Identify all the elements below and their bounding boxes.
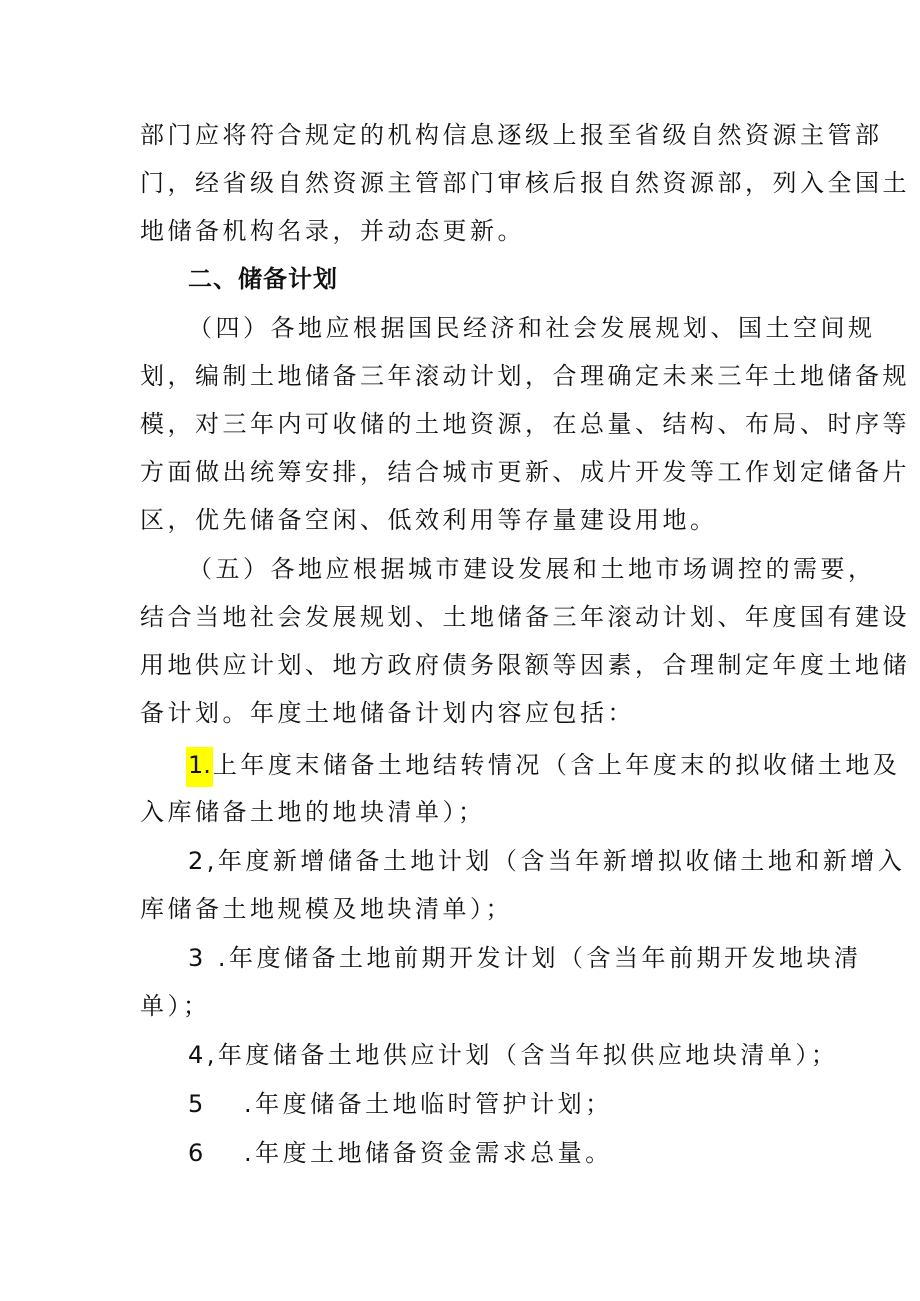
- para-five-line-1: （五）各地应根据城市建设发展和土地市场调控的需要，: [188, 555, 876, 583]
- list-item-6-number: 6: [188, 1139, 207, 1167]
- para-four-line-5: 区，优先储备空闲、低效利用等存量建设用地。: [140, 506, 718, 534]
- list-item-6: .年度土地储备资金需求总量。: [244, 1139, 613, 1167]
- para-four-line-3: 模，对三年内可收储的土地资源，在总量、结构、布局、时序等: [140, 410, 910, 438]
- list-item-1: [188, 747, 900, 787]
- para-four-line-4: 方面做出统筹安排，结合城市更新、成片开发等工作划定储备片: [140, 458, 910, 486]
- intro-line-1: 部门应将符合规定的机构信息逐级上报至省级自然资源主管部: [140, 121, 883, 149]
- para-five-line-3: 用地供应计划、地方政府债务限额等因素，合理制定年度土地储: [140, 651, 910, 679]
- intro-line-2: 门，经省级自然资源主管部门审核后报自然资源部，列入全国土: [140, 169, 910, 197]
- list-item-5: .年度储备土地临时管护计划；: [244, 1090, 613, 1118]
- para-four-line-2: 划，编制土地储备三年滚动计划，合理确定未来三年土地储备规: [140, 362, 910, 390]
- intro-line-3: 地储备机构名录，并动态更新。: [140, 217, 525, 245]
- list-item-2: 2,年度新增储备土地计划（含当年新增拟收储土地和新增入: [188, 847, 906, 875]
- highlighted-number: 1.: [186, 747, 213, 787]
- para-five-line-2: 结合当地社会发展规划、土地储备三年滚动计划、年度国有建设: [140, 603, 910, 631]
- list-item-3: 3 .年度储备土地前期开发计划（含当年前期开发地块清: [188, 944, 862, 972]
- para-four-line-1: （四）各地应根据国民经济和社会发展规划、国土空间规: [188, 314, 876, 342]
- para-five-line-4: 备计划。年度土地储备计划内容应包括：: [140, 699, 635, 727]
- list-item-4: 4,年度储备土地供应计划（含当年拟供应地块清单）；: [188, 1041, 839, 1069]
- list-item-3-line-2: 单）；: [140, 992, 211, 1020]
- list-item-2-line-2: 库储备土地规模及地块清单）；: [140, 895, 513, 923]
- section-heading: 二、储备计划: [188, 265, 338, 293]
- list-item-1-text: 上年度末储备土地结转情况（含上年度末的拟收储土地及: [212, 751, 901, 779]
- list-item-5-number: 5: [188, 1090, 207, 1118]
- list-item-1-line-2: 入库储备土地的地块清单）；: [140, 798, 486, 826]
